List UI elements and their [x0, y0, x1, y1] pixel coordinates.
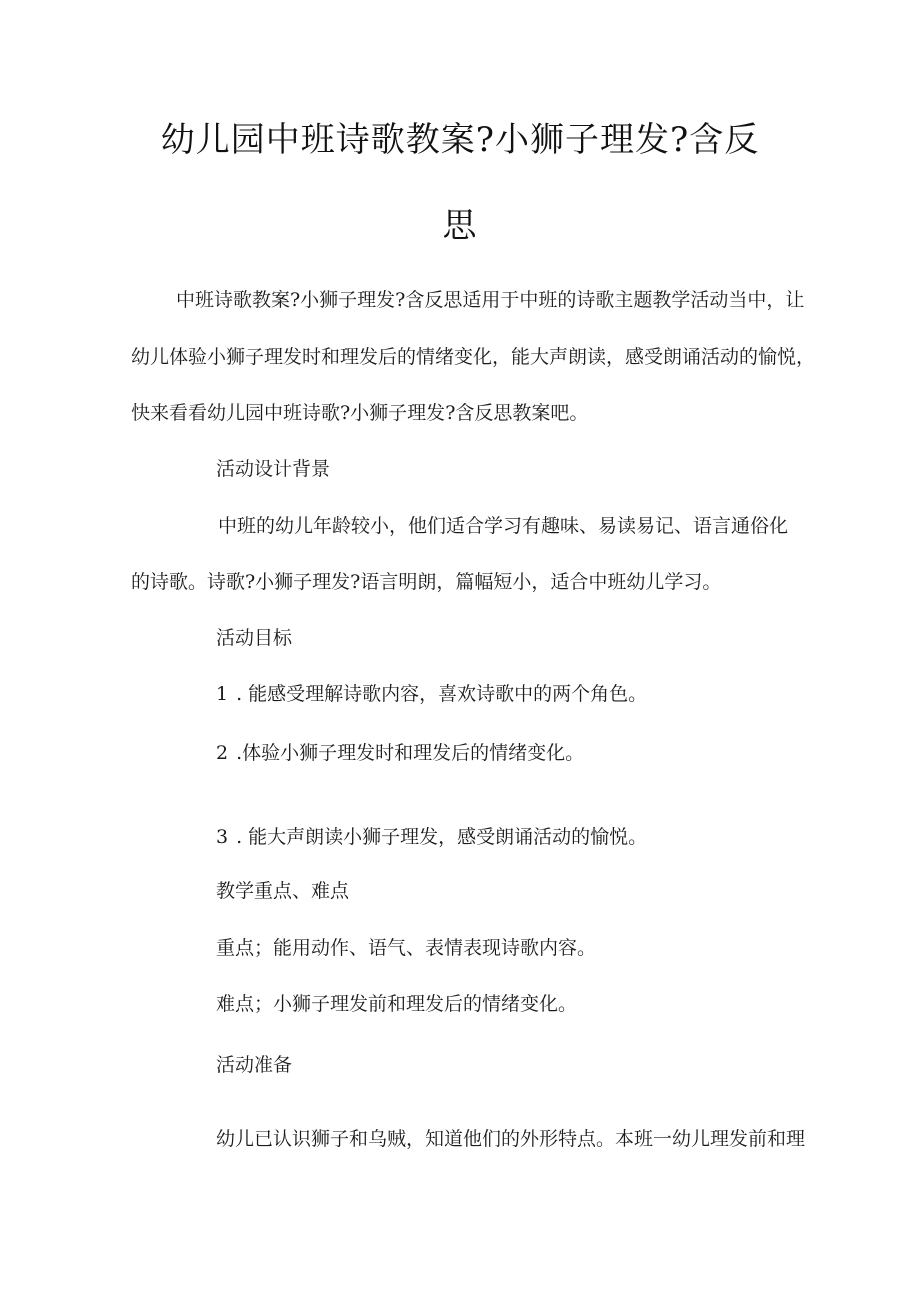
key-point-focus: 重点；能用动作、语气、表情表现诗歌内容。 [216, 937, 597, 959]
background-line-1: 中班的幼儿年龄较小，他们适合学习有趣味、易读易记、语言通俗化 [218, 515, 789, 537]
goal-text: . 能大声朗读小狮子理发，感受朗诵活动的愉悦。 [236, 826, 648, 848]
document-title-line-2: 思 [442, 206, 478, 246]
goal-item-3 [216, 822, 647, 849]
goals-heading: 活动目标 [216, 627, 293, 649]
key-points-heading: 教学重点、难点 [216, 880, 350, 902]
background-line-2: 的诗歌。诗歌?小狮子理发?语言明朗，篇幅短小，适合中班幼儿学习。 [131, 571, 722, 593]
preparation-heading: 活动准备 [216, 1054, 293, 1076]
intro-line-3: 快来看看幼儿园中班诗歌?小狮子理发?含反思教案吧。 [131, 402, 589, 424]
goal-item-2 [216, 738, 584, 765]
goal-text: .体验小狮子理发时和理发后的情绪变化。 [236, 742, 585, 764]
document-title-line-1: 幼儿园中班诗歌教案?小狮子理发?含反 [160, 120, 760, 160]
goal-number: 3 [216, 826, 229, 848]
key-point-difficulty: 难点；小狮子理发前和理发后的情绪变化。 [216, 993, 578, 1015]
goal-text: . 能感受理解诗歌内容，喜欢诗歌中的两个角色。 [236, 683, 648, 705]
intro-line-2: 幼儿体验小狮子理发时和理发后的情绪变化，能大声朗读，感受朗诵活动的愉悦， [131, 346, 816, 368]
background-heading: 活动设计背景 [216, 458, 331, 480]
goal-number: 2 [216, 742, 229, 764]
goal-item-1 [216, 679, 647, 706]
intro-line-1: 中班诗歌教案?小狮子理发?含反思适用于中班的诗歌主题教学活动当中，让 [176, 289, 805, 311]
goal-number: 1 [216, 683, 229, 705]
preparation-line-1: 幼儿已认识狮子和乌贼，知道他们的外形特点。本班一幼儿理发前和理 [216, 1128, 806, 1150]
